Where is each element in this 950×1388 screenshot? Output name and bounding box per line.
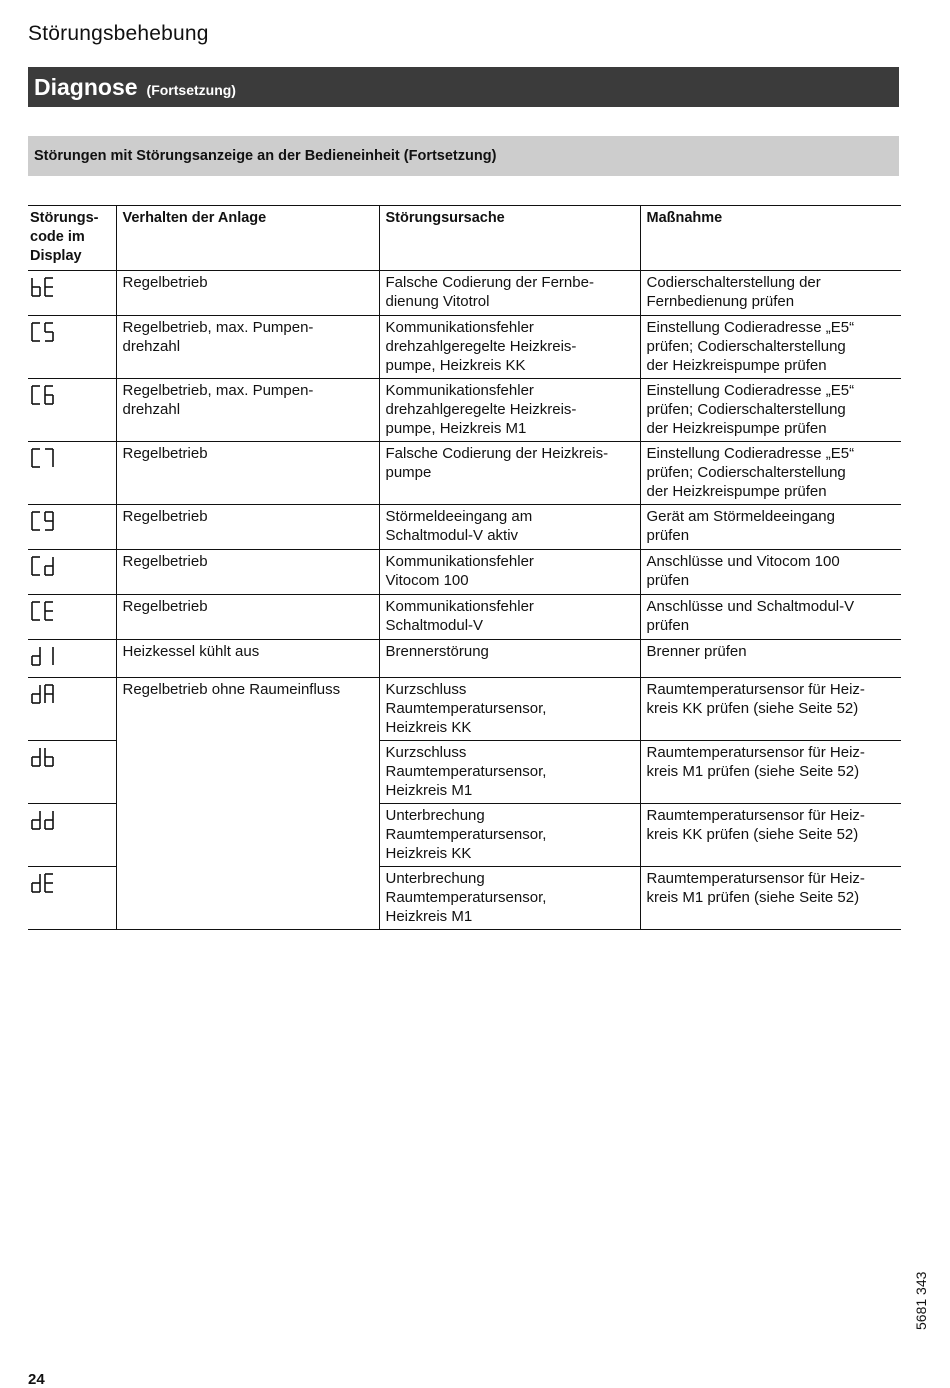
table-row — [28, 550, 901, 595]
cell-cause: Unterbrechung Raumtemperatursensor, Heizkreis M1 — [379, 867, 640, 930]
cell-cause: Falsche Codierung der Fernbe- dienung Vitotrol — [379, 271, 640, 316]
cell-code — [28, 595, 116, 640]
seven-seg-C6-icon — [30, 385, 56, 407]
table-section-heading: Störungen mit Störungsanzeige an der Bedieneinheit (Fortsetzung) — [28, 136, 899, 176]
cell-code — [28, 640, 116, 678]
cell-behavior: Regelbetrieb — [116, 505, 379, 550]
table-body — [28, 271, 901, 930]
cell-action: Einstellung Codieradresse „E5“ prüfen; Codierschalterstellung der Heizkreispumpe prüfen — [640, 316, 901, 379]
header-code: Störungs- code im Display — [28, 206, 116, 271]
table-row — [28, 640, 901, 678]
cell-action: Einstellung Codieradresse „E5“ prüfen; Codierschalterstellung der Heizkreispumpe prüfen — [640, 379, 901, 442]
seven-seg-dE-icon — [30, 873, 56, 895]
cell-behavior: Regelbetrieb, max. Pumpen- drehzahl — [116, 316, 379, 379]
page-title: Diagnose — [34, 73, 138, 100]
cell-cause: Kurzschluss Raumtemperatursensor, Heizkreis KK — [379, 678, 640, 741]
cell-cause: Kurzschluss Raumtemperatursensor, Heizkreis M1 — [379, 741, 640, 804]
document-number: 5681 343 — [913, 1271, 929, 1330]
seven-seg-C9-icon — [30, 511, 56, 533]
cell-cause: Unterbrechung Raumtemperatursensor, Heizkreis KK — [379, 804, 640, 867]
cell-action: Brenner prüfen — [640, 640, 901, 678]
seven-seg-d1-icon — [30, 646, 56, 668]
cell-cause: Kommunikationsfehler Vitocom 100 — [379, 550, 640, 595]
cell-action: Raumtemperatursensor für Heiz- kreis KK prüfen (siehe Seite 52) — [640, 804, 901, 867]
table-row — [28, 505, 901, 550]
page-title-bar — [28, 67, 899, 107]
table-row — [28, 316, 901, 379]
cell-behavior: Regelbetrieb — [116, 550, 379, 595]
cell-behavior: Heizkessel kühlt aus — [116, 640, 379, 678]
cell-code — [28, 550, 116, 595]
header-behavior: Verhalten der Anlage — [116, 206, 379, 271]
cell-code — [28, 271, 116, 316]
cell-action: Codierschalterstellung der Fernbedienung prüfen — [640, 271, 901, 316]
cell-action: Anschlüsse und Schaltmodul-V prüfen — [640, 595, 901, 640]
cell-behavior: Regelbetrieb — [116, 271, 379, 316]
table-header-row — [28, 206, 901, 271]
seven-seg-dd-icon — [30, 810, 56, 832]
table-row — [28, 595, 901, 640]
cell-action: Raumtemperatursensor für Heiz- kreis KK prüfen (siehe Seite 52) — [640, 678, 901, 741]
seven-seg-db-icon — [30, 747, 56, 769]
cell-behavior: Regelbetrieb — [116, 595, 379, 640]
cell-code — [28, 379, 116, 442]
table-row — [28, 379, 901, 442]
header-action: Maßnahme — [640, 206, 901, 271]
cell-code — [28, 741, 116, 804]
cell-code — [28, 442, 116, 505]
table-row — [28, 678, 901, 741]
cell-code — [28, 867, 116, 930]
cell-behavior: Regelbetrieb — [116, 442, 379, 505]
cell-code — [28, 505, 116, 550]
cell-code — [28, 678, 116, 741]
seven-seg-dA-icon — [30, 684, 56, 706]
cell-action: Raumtemperatursensor für Heiz- kreis M1 prüfen (siehe Seite 52) — [640, 867, 901, 930]
cell-action: Raumtemperatursensor für Heiz- kreis M1 prüfen (siehe Seite 52) — [640, 741, 901, 804]
cell-cause: Brennerstörung — [379, 640, 640, 678]
page-title-suffix: (Fortsetzung) — [146, 81, 236, 98]
cell-behavior: Regelbetrieb, max. Pumpen- drehzahl — [116, 379, 379, 442]
page-number: 24 — [28, 1371, 45, 1388]
cell-behavior: Regelbetrieb ohne Raumeinfluss — [116, 678, 379, 930]
seven-seg-Cd-icon — [30, 556, 56, 578]
seven-seg-CE-icon — [30, 601, 56, 623]
header-cause: Störungsursache — [379, 206, 640, 271]
cell-code — [28, 804, 116, 867]
cell-action: Gerät am Störmeldeeingang prüfen — [640, 505, 901, 550]
seven-seg-C7-icon — [30, 448, 56, 470]
cell-cause: Kommunikationsfehler Schaltmodul-V — [379, 595, 640, 640]
section-title: Störungsbehebung — [28, 22, 209, 45]
cell-action: Einstellung Codieradresse „E5“ prüfen; Codierschalterstellung der Heizkreispumpe prüfen — [640, 442, 901, 505]
table-row — [28, 442, 901, 505]
cell-cause: Kommunikationsfehler drehzahlgeregelte Heizkreis- pumpe, Heizkreis M1 — [379, 379, 640, 442]
cell-action: Anschlüsse und Vitocom 100 prüfen — [640, 550, 901, 595]
table-row — [28, 271, 901, 316]
cell-cause: Falsche Codierung der Heizkreis- pumpe — [379, 442, 640, 505]
fault-code-table — [28, 205, 901, 930]
cell-cause: Störmeldeeingang am Schaltmodul-V aktiv — [379, 505, 640, 550]
seven-seg-bE-icon — [30, 277, 56, 299]
cell-code — [28, 316, 116, 379]
seven-seg-C5-icon — [30, 322, 56, 344]
cell-cause: Kommunikationsfehler drehzahlgeregelte Heizkreis- pumpe, Heizkreis KK — [379, 316, 640, 379]
